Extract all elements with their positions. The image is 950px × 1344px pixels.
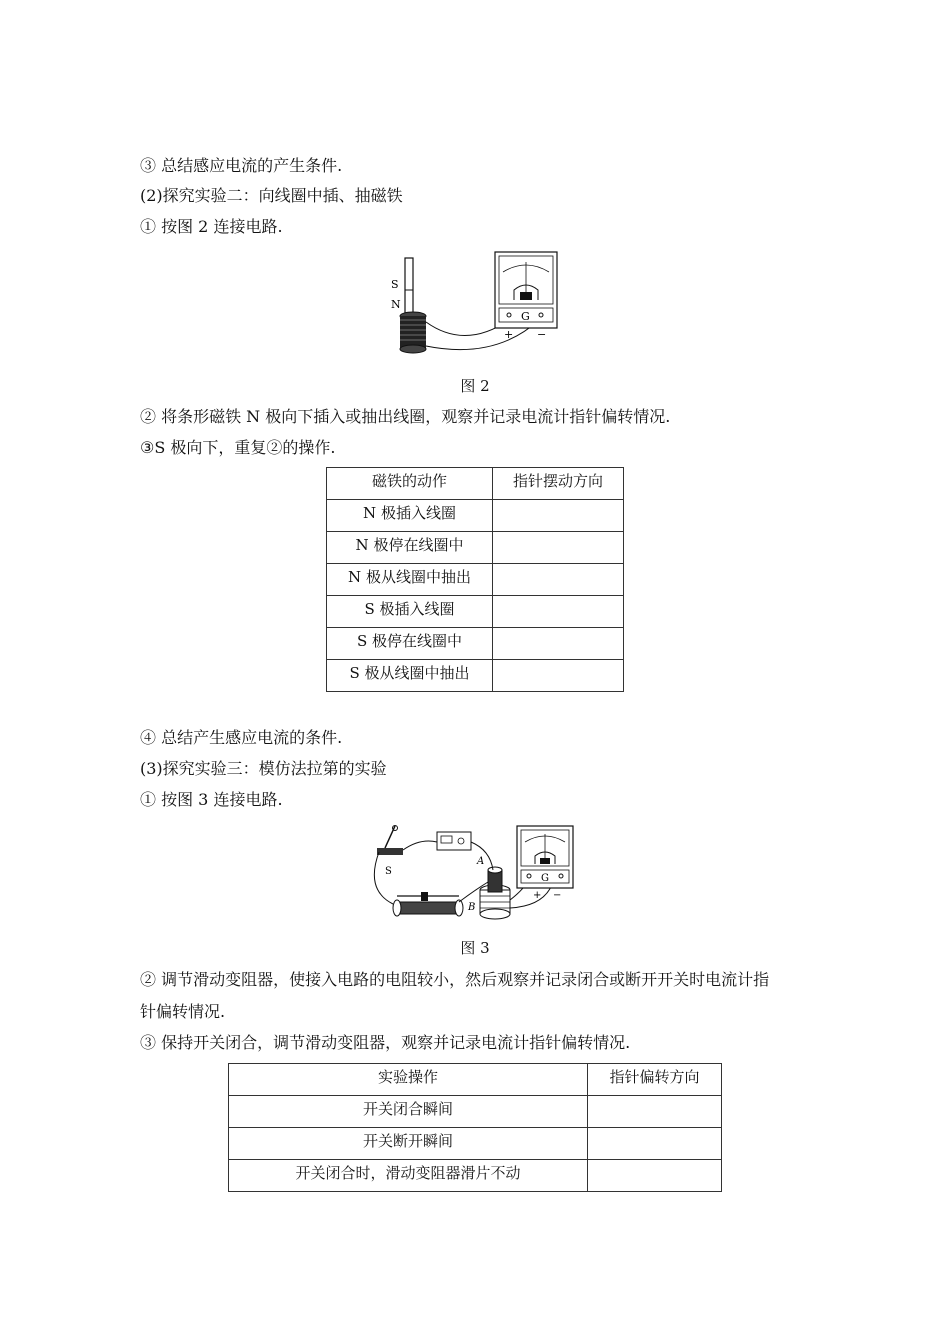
table-row [327, 500, 624, 532]
part3-step3: ③ 保持开关闭合，调节滑动变阻器，观察并记录电流计指针偏转情况. [140, 1033, 631, 1052]
part2-step1: ① 按图 2 连接电路. [140, 217, 283, 236]
table-cell [493, 564, 624, 596]
table-cell [588, 1128, 722, 1160]
table-cell: S 极停在线圈中 [327, 628, 493, 660]
table-cell: N 极从线圈中抽出 [327, 564, 493, 596]
coil [400, 312, 426, 353]
galvanometer-g-label: G [521, 310, 530, 323]
table-row [229, 1096, 722, 1128]
plus-sign: + [504, 328, 514, 341]
figure-2-caption: 图 2 [460, 377, 490, 395]
table-cell [493, 532, 624, 564]
table-row [229, 1160, 722, 1192]
table-cell [493, 628, 624, 660]
table-cell [493, 660, 624, 692]
table-cell: 开关断开瞬间 [229, 1128, 588, 1160]
part3-step2-line1: ② 调节滑动变阻器，使接入电路的电阻较小，然后观察并记录闭合或断开开关时电流计指 [140, 970, 770, 989]
galvanometer [517, 826, 573, 888]
table-cell [588, 1160, 722, 1192]
table-header: 指针偏转方向 [588, 1064, 722, 1096]
table-row [327, 628, 624, 660]
table-row [229, 1128, 722, 1160]
part3-step2-line2: 针偏转情况. [140, 1002, 226, 1021]
table-header-row [327, 468, 624, 500]
part3-heading: (3)探究实验三：模仿法拉第的实验 [140, 759, 387, 778]
galvanometer [495, 252, 557, 328]
coil-a [488, 867, 502, 892]
part2-step4: ④ 总结产生感应电流的条件. [140, 728, 343, 747]
power-supply [437, 832, 471, 850]
magnet-table [326, 467, 624, 692]
operation-table [228, 1063, 722, 1192]
table-row [327, 532, 624, 564]
switch [377, 826, 403, 878]
part3-step1: ① 按图 3 连接电路. [140, 790, 283, 809]
minus-sign: − [553, 890, 562, 901]
table-row [327, 564, 624, 596]
table-header: 磁铁的动作 [327, 468, 493, 500]
plus-sign: + [533, 890, 542, 901]
table-cell: 开关闭合时，滑动变阻器滑片不动 [229, 1160, 588, 1192]
galvanometer-g-label: G [541, 873, 549, 884]
table-cell: 开关闭合瞬间 [229, 1096, 588, 1128]
table-cell [493, 596, 624, 628]
table-cell [588, 1096, 722, 1128]
part1-step3: ③ 总结感应电流的产生条件. [140, 156, 343, 175]
table-cell: N 极停在线圈中 [327, 532, 493, 564]
part2-step3: ③S 极向下，重复②的操作. [140, 438, 336, 457]
part2-heading: (2)探究实验二：向线圈中插、抽磁铁 [140, 186, 403, 205]
figure-3-caption: 图 3 [460, 939, 490, 957]
coil-b-label: B [468, 902, 476, 913]
table-cell: N 极插入线圈 [327, 500, 493, 532]
table-header-row [229, 1064, 722, 1096]
table-cell [493, 500, 624, 532]
table-row [327, 660, 624, 692]
table-row [327, 596, 624, 628]
switch-s-label: S [385, 866, 392, 877]
figure-2 [385, 250, 565, 362]
table-header: 指针摆动方向 [493, 468, 624, 500]
rheostat [393, 892, 463, 916]
table-header: 实验操作 [229, 1064, 588, 1096]
coil-a-label: A [477, 856, 485, 867]
magnet-s-label: S [391, 278, 399, 291]
magnet-n-label: N [391, 298, 401, 311]
part2-step2: ② 将条形磁铁 N 极向下插入或抽出线圈，观察并记录电流计指针偏转情况. [140, 407, 671, 426]
table-cell: S 极插入线圈 [327, 596, 493, 628]
figure-3 [365, 820, 580, 928]
minus-sign: − [537, 328, 547, 341]
bar-magnet [405, 258, 413, 314]
table-cell: S 极从线圈中抽出 [327, 660, 493, 692]
